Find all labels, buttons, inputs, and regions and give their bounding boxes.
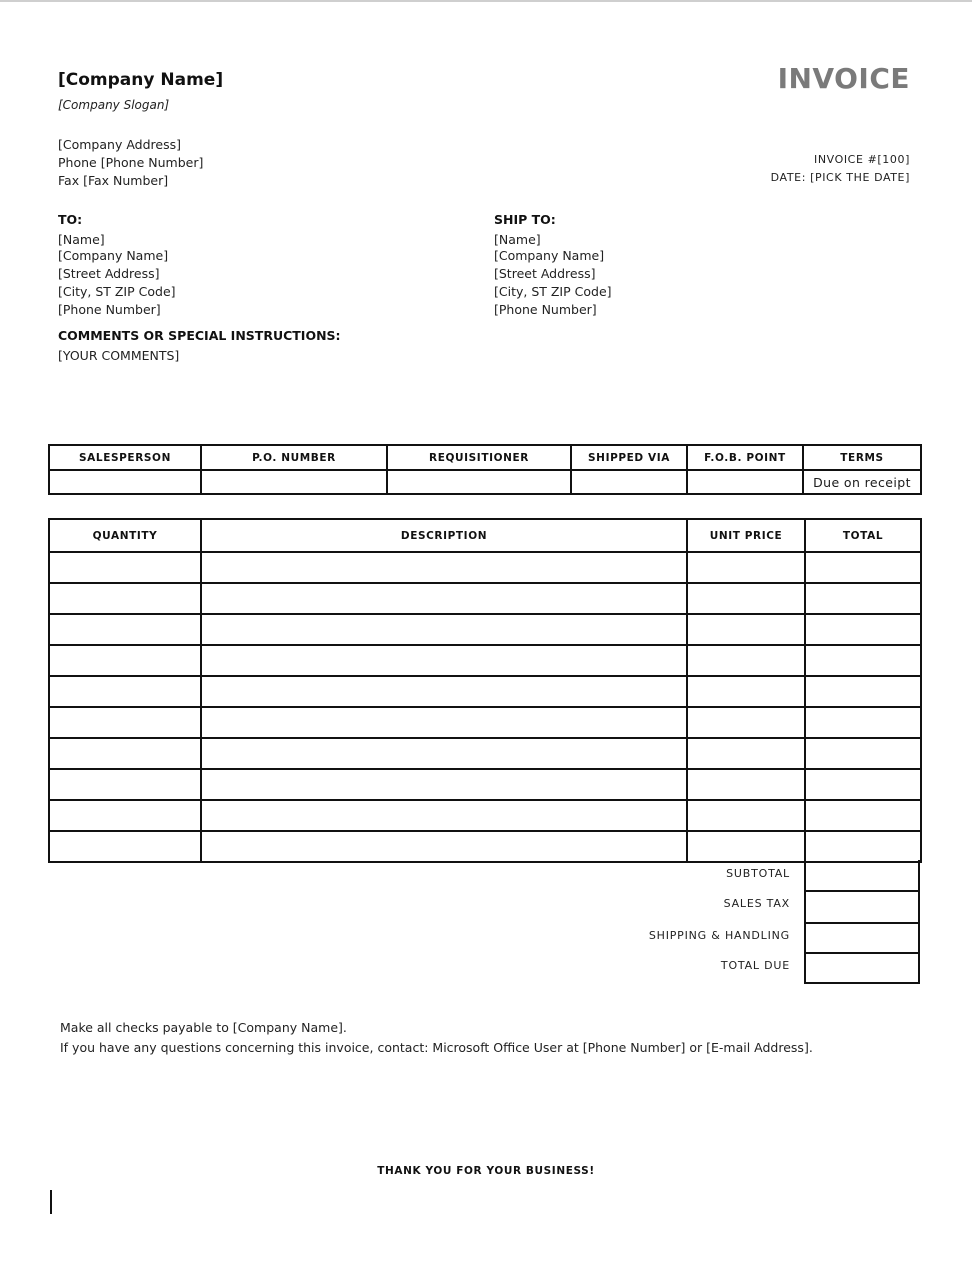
po-number-cell[interactable] bbox=[201, 470, 387, 494]
line-total-cell[interactable] bbox=[805, 614, 921, 645]
fob-point-header: F.O.B. POINT bbox=[687, 445, 803, 470]
company-name[interactable]: [Company Name] bbox=[58, 70, 224, 90]
total-due-value[interactable] bbox=[804, 952, 920, 984]
table-row bbox=[49, 614, 921, 645]
quantity-cell[interactable] bbox=[49, 707, 201, 738]
ship-to-street[interactable]: [Street Address] bbox=[494, 266, 596, 281]
line-items-table bbox=[48, 518, 922, 863]
table-row bbox=[49, 769, 921, 800]
bill-to-phone[interactable]: [Phone Number] bbox=[58, 302, 161, 317]
comments-label: COMMENTS OR SPECIAL INSTRUCTIONS: bbox=[58, 328, 341, 343]
table-row bbox=[49, 676, 921, 707]
description-cell[interactable] bbox=[201, 831, 687, 862]
thank-you-message: THANK YOU FOR YOUR BUSINESS! bbox=[377, 1165, 595, 1177]
description-cell[interactable] bbox=[201, 552, 687, 583]
unit-price-cell[interactable] bbox=[687, 676, 805, 707]
ship-to-city[interactable]: [City, ST ZIP Code] bbox=[494, 284, 612, 299]
table-row bbox=[49, 583, 921, 614]
line-total-cell[interactable] bbox=[805, 552, 921, 583]
fob-point-cell[interactable] bbox=[687, 470, 803, 494]
unit-price-cell[interactable] bbox=[687, 614, 805, 645]
shipped-via-header: SHIPPED VIA bbox=[571, 445, 687, 470]
unit-price-cell[interactable] bbox=[687, 800, 805, 831]
company-address[interactable]: [Company Address] bbox=[58, 137, 181, 152]
salesperson-header: SALESPERSON bbox=[49, 445, 201, 470]
unit-price-cell[interactable] bbox=[687, 552, 805, 583]
unit-price-cell[interactable] bbox=[687, 583, 805, 614]
invoice-date[interactable]: DATE: [PICK THE DATE] bbox=[770, 171, 910, 184]
line-total-cell[interactable] bbox=[805, 676, 921, 707]
ship-to-name[interactable]: [Name] bbox=[494, 232, 541, 247]
questions-contact-note[interactable]: If you have any questions concerning this invoice, contact: Microsoft Office User at [Phone Number] or [E-mail Address]. bbox=[60, 1040, 813, 1055]
company-phone[interactable]: Phone [Phone Number] bbox=[58, 155, 204, 170]
subtotal-value[interactable] bbox=[804, 860, 920, 892]
quantity-cell[interactable] bbox=[49, 614, 201, 645]
quantity-cell[interactable] bbox=[49, 583, 201, 614]
line-total-cell[interactable] bbox=[805, 645, 921, 676]
table-row bbox=[49, 707, 921, 738]
shipping-info-table bbox=[48, 444, 922, 495]
table-row bbox=[49, 831, 921, 862]
company-slogan[interactable]: [Company Slogan] bbox=[58, 98, 170, 112]
description-cell[interactable] bbox=[201, 769, 687, 800]
checks-payable-note[interactable]: Make all checks payable to [Company Name]. bbox=[60, 1020, 347, 1035]
unit-price-cell[interactable] bbox=[687, 831, 805, 862]
comments-value[interactable]: [YOUR COMMENTS] bbox=[58, 348, 180, 363]
unit-price-header: UNIT PRICE bbox=[687, 519, 805, 552]
bill-to-street[interactable]: [Street Address] bbox=[58, 266, 160, 281]
quantity-cell[interactable] bbox=[49, 769, 201, 800]
unit-price-cell[interactable] bbox=[687, 738, 805, 769]
sales-tax-label: SALES TAX bbox=[723, 897, 790, 910]
invoice-title: INVOICE bbox=[777, 62, 910, 95]
page-top-border bbox=[0, 0, 972, 2]
unit-price-cell[interactable] bbox=[687, 769, 805, 800]
ship-to-company[interactable]: [Company Name] bbox=[494, 248, 605, 263]
salesperson-cell[interactable] bbox=[49, 470, 201, 494]
company-fax[interactable]: Fax [Fax Number] bbox=[58, 173, 169, 188]
ship-to-label: SHIP TO: bbox=[494, 212, 556, 227]
quantity-cell[interactable] bbox=[49, 552, 201, 583]
description-cell[interactable] bbox=[201, 738, 687, 769]
ship-to-phone[interactable]: [Phone Number] bbox=[494, 302, 597, 317]
requisitioner-cell[interactable] bbox=[387, 470, 571, 494]
line-total-cell[interactable] bbox=[805, 800, 921, 831]
quantity-cell[interactable] bbox=[49, 645, 201, 676]
line-total-cell[interactable] bbox=[805, 583, 921, 614]
bill-to-block bbox=[58, 209, 176, 319]
description-cell[interactable] bbox=[201, 583, 687, 614]
line-total-cell[interactable] bbox=[805, 707, 921, 738]
total-due-label: TOTAL DUE bbox=[720, 959, 790, 972]
description-cell[interactable] bbox=[201, 645, 687, 676]
description-cell[interactable] bbox=[201, 676, 687, 707]
shipping-handling-label: SHIPPING & HANDLING bbox=[648, 929, 790, 942]
ship-to-block bbox=[494, 209, 612, 319]
table-row bbox=[49, 552, 921, 583]
invoice-number[interactable]: INVOICE #[100] bbox=[813, 153, 910, 166]
table-row bbox=[49, 738, 921, 769]
text-cursor bbox=[50, 1190, 52, 1214]
line-total-cell[interactable] bbox=[805, 769, 921, 800]
description-cell[interactable] bbox=[201, 707, 687, 738]
quantity-header: QUANTITY bbox=[49, 519, 201, 552]
line-total-cell[interactable] bbox=[805, 738, 921, 769]
terms-header: TERMS bbox=[803, 445, 921, 470]
requisitioner-header: REQUISITIONER bbox=[387, 445, 571, 470]
shipped-via-cell[interactable] bbox=[571, 470, 687, 494]
bill-to-city[interactable]: [City, ST ZIP Code] bbox=[58, 284, 176, 299]
total-header: TOTAL bbox=[805, 519, 921, 552]
description-cell[interactable] bbox=[201, 800, 687, 831]
bill-to-name[interactable]: [Name] bbox=[58, 232, 105, 247]
sales-tax-value[interactable] bbox=[804, 892, 920, 924]
unit-price-cell[interactable] bbox=[687, 707, 805, 738]
table-row bbox=[49, 800, 921, 831]
shipping-handling-value[interactable] bbox=[804, 922, 920, 954]
po-number-header: P.O. NUMBER bbox=[201, 445, 387, 470]
description-cell[interactable] bbox=[201, 614, 687, 645]
subtotal-label: SUBTOTAL bbox=[726, 867, 790, 880]
unit-price-cell[interactable] bbox=[687, 645, 805, 676]
bill-to-company[interactable]: [Company Name] bbox=[58, 248, 169, 263]
description-header: DESCRIPTION bbox=[201, 519, 687, 552]
bill-to-label: TO: bbox=[58, 212, 83, 227]
terms-cell[interactable]: Due on receipt bbox=[803, 470, 921, 494]
quantity-cell[interactable] bbox=[49, 800, 201, 831]
line-total-cell[interactable] bbox=[805, 831, 921, 862]
quantity-cell[interactable] bbox=[49, 676, 201, 707]
quantity-cell[interactable] bbox=[49, 738, 201, 769]
quantity-cell[interactable] bbox=[49, 831, 201, 862]
table-row bbox=[49, 645, 921, 676]
